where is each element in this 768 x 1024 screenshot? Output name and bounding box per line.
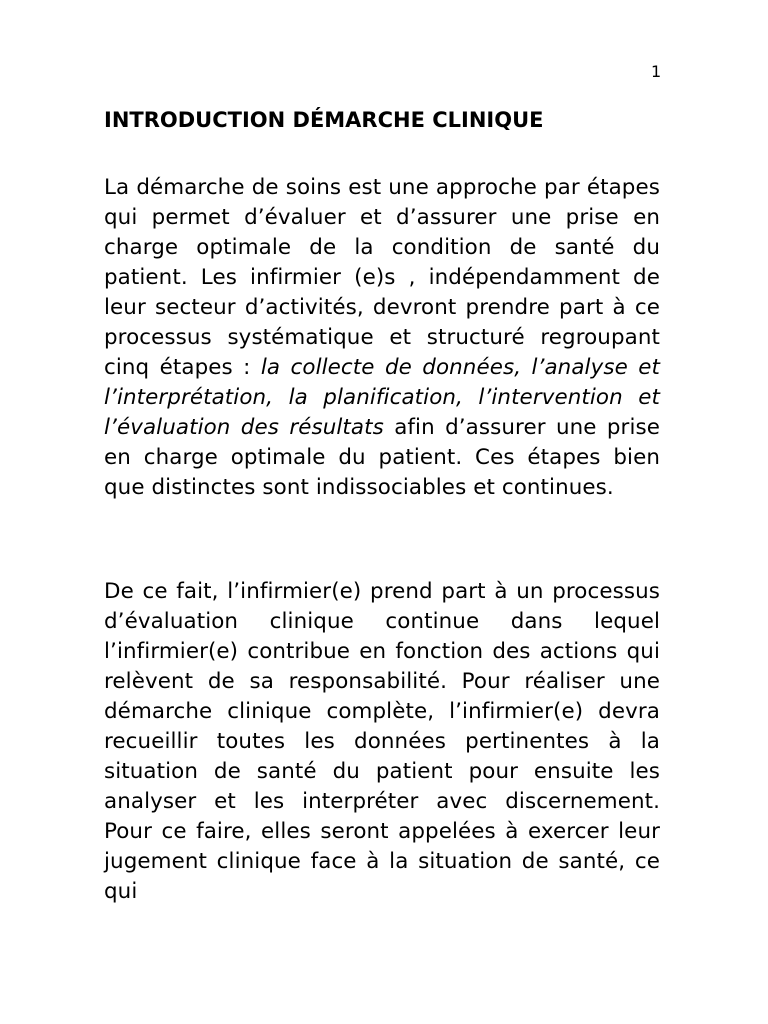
paragraph-1-italic-steps: la collecte de données, l’analyse et l’interprétation, la planification, l’intervention et l’évaluation des résultats xyxy=(104,355,660,440)
paragraph-2: De ce fait, l’infirmier(e) prend part à un processus d’évaluation clinique continue dans lequel l’infirmier(e) contribue en fonction des actions qui relèvent de sa responsabilité. Pour réaliser une démarche clinique complète, l’infirmier(e) devra recueillir toutes les données pertinentes à la situation de santé du patient pour ensuite les analyser et les interpréter avec discernement. Pour ce faire, elles seront appelées à exercer leur jugement clinique face à la situation de santé, ce qui xyxy=(104,579,660,904)
page-number: 1 xyxy=(651,62,662,81)
paragraph-1 xyxy=(104,173,660,503)
paragraph-1-text-start: La démarche de soins est une approche par étapes qui permet d’évaluer et d’assurer une prise en charge optimale de la condition de santé du patient. Les infirmier (e)s , indépendamment de leur secteur d’activités, devront prendre part à ce processus systématique et structuré regroupant cinq étapes : xyxy=(104,175,660,380)
document-title: INTRODUCTION DÉMARCHE CLINIQUE xyxy=(104,108,544,132)
paragraph-1-text-end: afin d’assurer une prise en charge optimale du patient. Ces étapes bien que distinctes sont indissociables et continues. xyxy=(104,415,660,500)
